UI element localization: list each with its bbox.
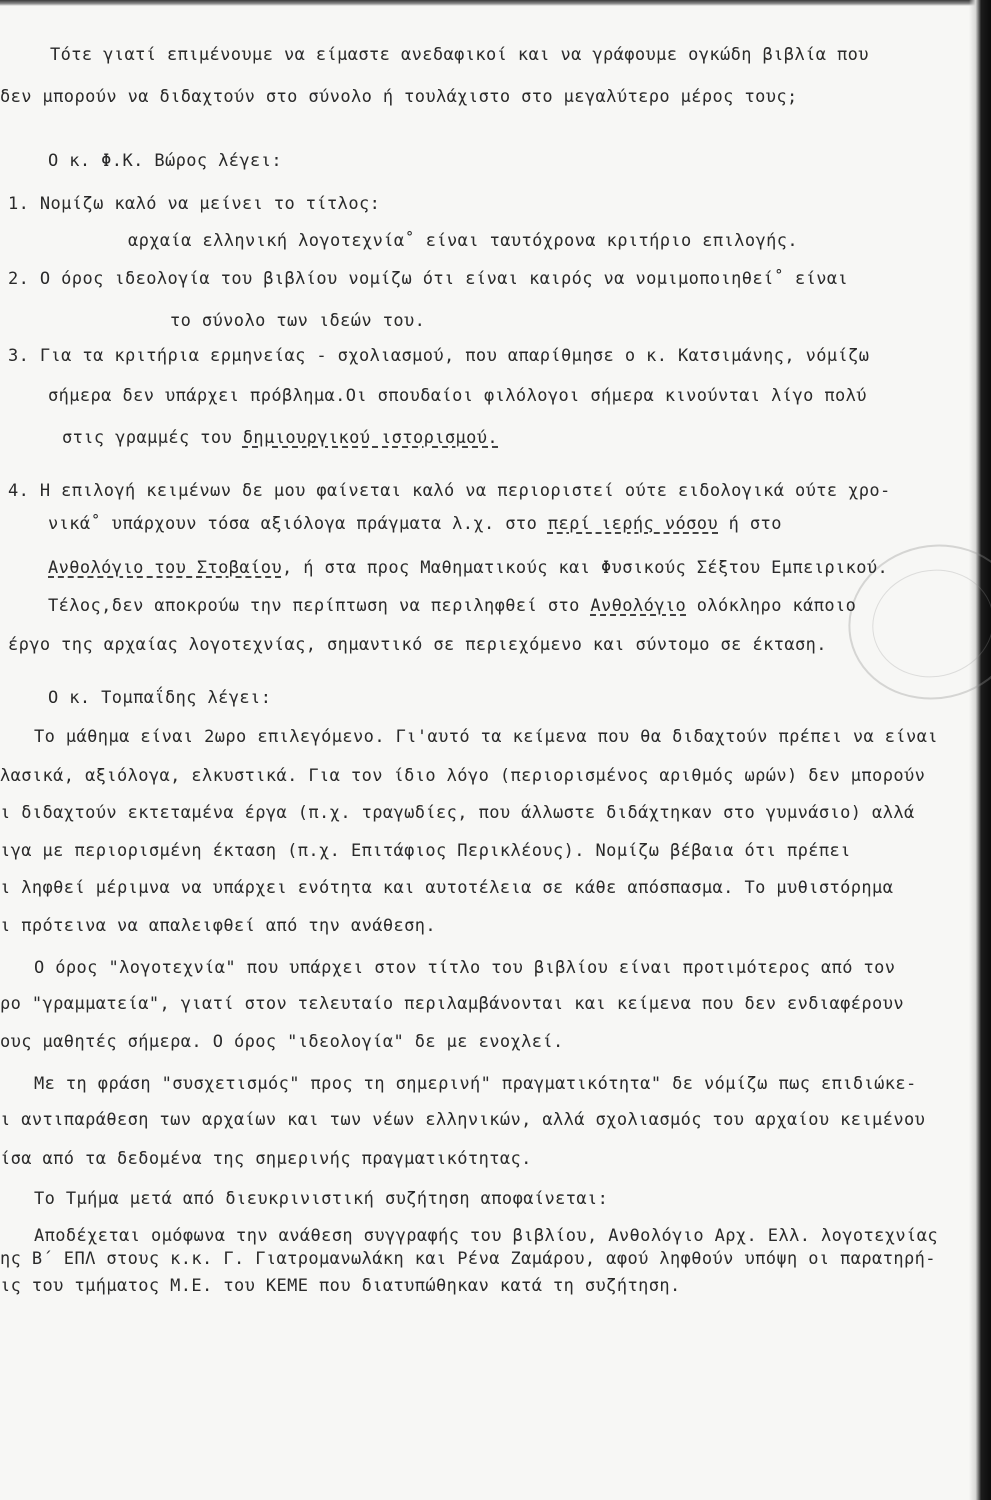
text-line: Με τη φράση "συσχετισμός" προς τη σημερινή" πραγματικότητα" δε νόμίζω πως επιδιώκε- bbox=[34, 1074, 917, 1094]
text-line: 4. Η επιλογή κειμένων δε μου φαίνεται καλό να περιοριστεί ούτε ειδολογικά ούτε χρο- bbox=[8, 481, 891, 501]
text-line: έργο της αρχαίας λογοτεχνίας, σημαντικό σε περιεχόμενο και σύντομο σε έκταση. bbox=[8, 635, 827, 655]
text-line: Ο όρος "λογοτεχνία" που υπάρχει στον τίτλο του βιβλίου είναι προτιμότερος από τον bbox=[34, 958, 896, 978]
underlined-term: Ανθολόγιο του Στοβαίου bbox=[48, 558, 282, 578]
text-line: 1. Νομίζω καλό να μείνει το τίτλος: bbox=[8, 194, 381, 214]
text-line: Ο κ. Τομπαΐδης λέγει: bbox=[48, 688, 272, 708]
text-line bbox=[62, 427, 498, 449]
text-line: ι πρότεινα να απαλειφθεί από την ανάθεση. bbox=[0, 916, 437, 936]
text-line: ίσα από τα δεδομένα της σημερινής πραγματικότητας. bbox=[0, 1149, 532, 1169]
text-line: ης Β΄ ΕΠΛ στους κ.κ. Γ. Γιατρομανωλάκη και Ρένα Ζαμάρου, αφού ληφθούν υπόψη οι παρατηρή- bbox=[0, 1249, 936, 1269]
text-fragment: νικά˚ υπάρχουν τόσα αξιόλογα πράγματα λ.χ. στο bbox=[48, 514, 548, 534]
text-line: ι αντιπαράθεση των αρχαίων και των νέων ελληνικών, αλλά σχολιασμός του αρχαίου κειμένου bbox=[0, 1110, 926, 1130]
text-line: ι ληφθεί μέριμνα να υπάρχει ενότητα και αυτοτέλεια σε κάθε απόσπασμα. Το μυθιστόρημα bbox=[0, 878, 894, 898]
text-line: το σύνολο των ιδεών του. bbox=[170, 311, 426, 331]
text-line: Τότε γιατί επιμένουμε να είμαστε ανεδαφικοί και να γράφουμε ογκώδη βιβλία που bbox=[50, 45, 869, 65]
text-line: Ο κ. Φ.Κ. Βώρος λέγει: bbox=[48, 151, 282, 171]
text-line: 2. Ο όρος ιδεολογία του βιβλίου νομίζω ότι είναι καιρός να νομιμοποιηθεί˚ είναι bbox=[8, 269, 849, 289]
underlined-term: περί ιερής νόσου bbox=[547, 514, 719, 534]
text-fragment: , ή στα προς Μαθηματικούς και Φυσικούς Σέξτου Εμπειρικού. bbox=[281, 558, 889, 578]
text-fragment: στις γραμμές του bbox=[62, 428, 243, 448]
text-fragment: Τέλος,δεν αποκρούω την περίπτωση να περιληφθεί στο bbox=[48, 596, 591, 616]
text-fragment: ή στο bbox=[718, 514, 782, 534]
text-line: αρχαία ελληνική λογοτεχνία˚ είναι ταυτόχρονα κριτήριο επιλογής. bbox=[128, 231, 798, 251]
text-line: λασικά, αξιόλογα, ελκυστικά. Για τον ίδιο λόγο (περιορισμένος αριθμός ωρών) δεν μπορούν bbox=[0, 766, 926, 786]
underlined-term: δημιουργικού ιστορισμού. bbox=[242, 428, 499, 448]
page-right-edge bbox=[969, 0, 991, 1500]
text-fragment: ολόκληρο κάποιο bbox=[686, 596, 857, 616]
text-line: ι διδαχτούν εκτεταμένα έργα (π.χ. τραγωδίες, που άλλωστε διδάχτηκαν στο γυμνάσιο) αλλά bbox=[0, 803, 915, 823]
underlined-term: Ανθολόγιο bbox=[590, 596, 687, 616]
text-line: ιγα με περιορισμένη έκταση (π.χ. Επιτάφιος Περικλέους). Νομίζω βέβαια ότι πρέπει bbox=[0, 841, 851, 861]
text-line: Το μάθημα είναι 2ωρο επιλεγόμενο. Γι'αυτό τα κείμενα που θα διδαχτούν πρέπει να είναι bbox=[34, 727, 938, 747]
text-line: σήμερα δεν υπάρχει πρόβλημα.Οι σπουδαίοι φιλόλογοι σήμερα κινούνται λίγο πολύ bbox=[48, 386, 867, 406]
text-line: ις του τμήματος Μ.Ε. του ΚΕΜΕ που διατυπώθηκαν κατά τη συζήτηση. bbox=[0, 1276, 681, 1296]
text-line bbox=[48, 595, 856, 617]
text-line bbox=[48, 557, 888, 579]
text-line: ους μαθητές σήμερα. Ο όρος "ιδεολογία" δε με ενοχλεί. bbox=[0, 1032, 564, 1052]
text-line bbox=[48, 513, 782, 535]
text-line: Αποδέχεται ομόφωνα την ανάθεση συγγραφής του βιβλίου, Ανθολόγιο Αρχ. Ελλ. λογοτεχνίας bbox=[34, 1226, 938, 1246]
text-line: ρο "γραμματεία", γιατί στον τελευταίο περιλαμβάνονται και κείμενα που δεν ενδιαφέρουν bbox=[0, 994, 904, 1014]
text-line: Το Τμήμα μετά από διευκρινιστική συζήτηση αποφαίνεται: bbox=[34, 1189, 609, 1209]
text-line: 3. Για τα κριτήρια ερμηνείας - σχολιασμού, που απαρίθμησε ο κ. Κατσιμάνης, νόμίζω bbox=[8, 346, 870, 366]
text-line: δεν μπορούν να διδαχτούν στο σύνολο ή τουλάχιστο στο μεγαλύτερο μέρος τους; bbox=[0, 87, 798, 107]
page-top-edge bbox=[0, 0, 991, 6]
